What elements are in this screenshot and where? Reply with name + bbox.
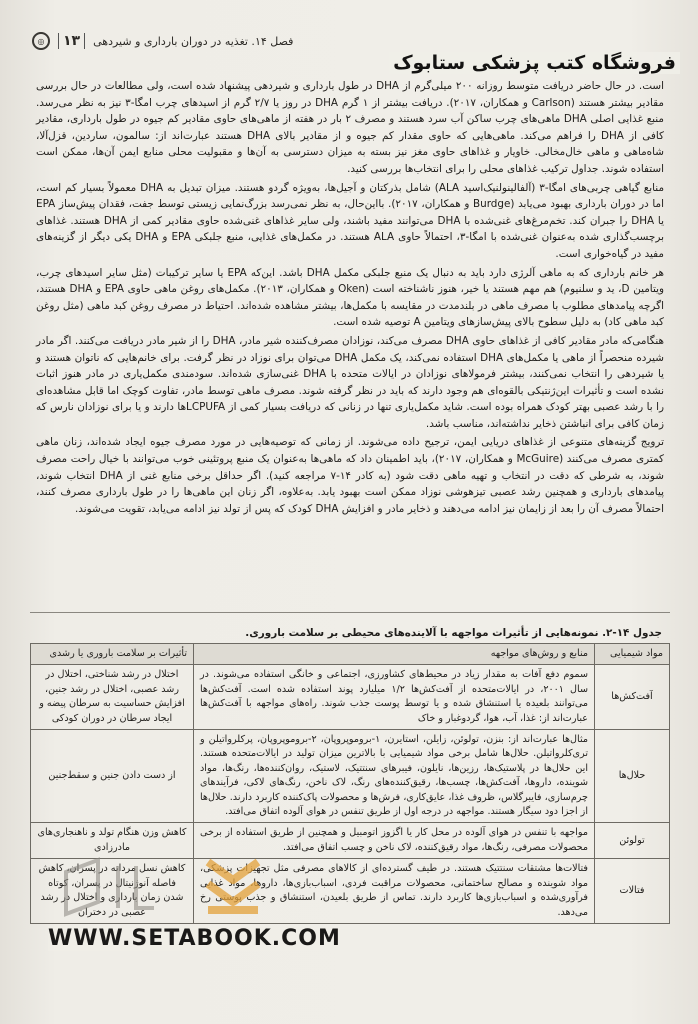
effect-cell: از دست دادن جنین و سقط‌جنین (31, 730, 194, 823)
effect-cell: اختلال در رشد شناختی، اختلال در رشد عصبی، اختلال در رشد جنین، افزایش حساسیت به سرطان پیضه و ایجاد سرطان در دوران کودکی (31, 665, 194, 730)
source-cell: مثال‌ها عبارت‌اند از: بنزن، تولوئن، زایلن، استایرن، ۱-بروموپروپان، ۲-بروموپروپان، پرکلرواتیلن و تری‌کلرواتیلن. حلال‌ها شامل برخی مواد شیمیایی با بالاترین میزان تولید در ایالات‌متحده هستند. این حلال‌ها در پلاستیک‌ها، رزین‌ها، نایلون، فیبرهای سنتتیک، لاستیک، روان‌کننده‌ها، رنگ‌ها، مواد شوینده، داروها، آفت‌کش‌ها، چسب‌ها، رقیق‌کننده‌های رنگ، لاک ناخن، رنگ‌های لاکی، فرآیندهای چرم‌سازی، فایبرگلاس، ظروف غذا، عایق‌کاری، فرش‌ها و محصولات پاک‌کننده کاربرد دارند. حلال‌ها از اجزا دود سیگار هستند. مواجهه در درجه اول از طریق تنفس در هوای آلوده اتفاق می‌افتد. (194, 730, 595, 823)
source-cell: مواجهه با تنفس در هوای آلوده در محل کار یا اگزوز اتومبیل و همچنین از طریق استفاده از برخی محصولات مصرفی، رنگ‌ها، مواد رقیق‌کننده، لاک ناخن و چسب اتفاق می‌افتد. (194, 823, 595, 859)
paragraph: هنگامی‌که مادر مقادیر کافی از غذاهای حاوی DHA مصرف می‌کند، نوزادان مصرف‌کننده شیر مادر، DHA را از شیر مادر دریافت می‌کنند. اگر مادر شیرده منحصراً از ماهی یا مکمل‌های DHA استفاده نمی‌کند، یک مکمل DHA می‌توان برای نوزاد در نظر گرفت. برای خانم‌هایی که ناتوان هستند و یا شیردهی را انتخاب نمی‌کنند، بیشتر فرمولاهای نوزادان در ایالات متحده با DHA غنی‌سازی شده‌اند. سودمندی مکمل‌یاری در مادر هنوز اثبات نشده است و تأثیرات این‌ژنتیکی بالقوه‌ای هم وجود دارند که باید در نظر گرفته شوند. مصرف ماهی توسط مادر، تفاوت کوچک اما قابل مشاهده‌ای را با رشد عصبی بهتر کودک همراه بوده است. شاید مکمل‌یاری تنها در زنانی که دریافت بسیار کمی از LCPUFAها دارند و یا برای نوزادان نارس که زمان کافی برای انباشتن ذخایر نداشته‌اند، مناسب باشد. (36, 334, 665, 430)
table-header-row (31, 644, 670, 665)
pollutants-table (30, 643, 670, 924)
page-number: ۱۳ (58, 33, 85, 49)
paragraph: هر خانم بارداری که به ماهی آلرژی دارد باید به دنبال یک منبع جلبکی مکمل DHA باشد. این‌که EPA یا سایر ترکیبات (مثل سایر اسیدهای چرب، ویتامین D، ید و سلنیوم) هم مهم هستند یا خیر، هنوز ناشناخته است (Oken و همکاران، ۲۰۱۳). مکمل‌های روغن ماهی حاوی EPA و DHA هستند، اگرچه پیامدهای مطلوب با مصرف ماهی در بلندمدت در مقایسه با مکمل‌ها، بیشتر مشاهده شده‌اند. احتیاط در مصرف روغن کبد ماهی (مثل روغن کبد ماهی کاد) به دلیل سطوح بالای پیش‌سازهای ویتامین A توصیه شده است. (36, 266, 665, 329)
chemical-cell: تولوئن (595, 823, 670, 859)
paragraph: است. در حال حاضر دریافت متوسط روزانه ۲۰۰ میلی‌گرم از DHA در طول بارداری و شیردهی پیشنهاد شده است، ولی مطالعات در حال بررسی مقادیر بیشتر هستند (Carlson و همکاران، ۲۰۱۷). دریافت بیشتر از ۱ گرم DHA در روز یا ۲/۷ گرم از اسیدهای چرب امگا-۳ نیز به نظر می‌رسد. منبع غذایی اصلی DHA ماهی‌های چرب ساکن آب سرد هستند و مصرف ۲ بار در هفته از ماهی‌های حاوی مقادیر کم جیوه در طول بارداری، مقادیر کافی از DHA را فراهم می‌کند. ماهی‌هایی که حاوی مقدار کم جیوه و از مقادیر بالای DHA هستند عبارت‌اند از: سالمون، ساردین، قزل‌آلا، شاه‌ماهی و ماهی خال‌مخالی. خاویار و غذاهای حاوی مغز نیز بسته به میزان دسترسی به آن‌ها و مقبولیت محلی منابع ایمن آن‌ها، ممکن است استفاده شوند. جداول ترکیب غذاهای محلی را برای انتخاب‌ها بررسی کنید. (36, 80, 665, 175)
chemical-cell: آفت‌کش‌ها (595, 665, 670, 730)
paragraph: ترویج گزینه‌های متنوعی از غذاهای دریایی ایمن، ترجیح داده می‌شوند. از زمانی که توصیه‌هایی در مورد مصرف جیوه ایجاد شده‌اند، زنان ماهی کمتری مصرف می‌کنند (McGuire و همکاران، ۲۰۱۷)، باید اطمینان داد که ماهی‌ها به‌عنوان یک منبع پروتئینی خوب می‌توانند با خیال راحت مصرف شوند، به شرطی که دقت در انتخاب و تهیه ماهی دقت شود (به کادر ۱۴-۷ مراجعه کنید). اگر حداقل برخی منابع غنی از DHA انتخاب شوند، پیامدهای بارداری و همچنین رشد عصبی تیزهوشی نوزاد ممکن است بهبود یابد. به‌علاوه، اگر زنان این ماهی‌ها را در طول بارداری مصرف کنند، احتمالاً مصرف آن را بعد از زایمان نیز ادامه می‌دهند و ذخایر مادر و افزایش DHA کودک که پس از تولد نیز ادامه می‌یابد، تقویت می‌شوند. (36, 436, 664, 515)
table-row (31, 859, 670, 924)
table-row (31, 730, 670, 823)
running-header (32, 28, 682, 54)
table-caption: جدول ۱۴-۲. نمونه‌هایی از تأثیرات مواجهه با آلاینده‌های محیطی بر سلامت باروری. (245, 627, 662, 639)
column-header: تأثیرات بر سلامت باروری یا رشدی (31, 644, 194, 665)
source-cell: فتالات‌ها مشتقات سنتتیک هستند. در طیف گسترده‌ای از کالاهای مصرفی مثل تجهیزات پزشکی، مواد شوینده و مصالح ساختمانی، محصولات مراقبت فردی، اسباب‌بازی‌ها، داروها، مواد غذایی فرآوری‌شده و اسباب‌بازی‌ها کاربرد دارند. تماس از طریق بلعیدن، استنشاق و جذب پوستی رخ می‌دهد. (194, 859, 595, 924)
setabook-url-watermark: WWW.SETABOOK.COM (48, 926, 341, 951)
body-text (36, 78, 664, 519)
chapter-title: فصل ۱۴. تغذیه در دوران بارداری و شیردهی (93, 34, 294, 48)
effect-cell: کاهش وزن هنگام تولد و ناهنجاری‌های مادرزادی (31, 823, 194, 859)
column-header: منابع و روش‌های مواجهه (194, 644, 595, 665)
effect-cell: کاهش نسل مردانه در پسران، کاهش فاصله آنوژنیتال در پسران، کوتاه شدن زمان بارداری و اختلال در رشد عصبی در دختران (31, 859, 194, 924)
chemical-cell: فتالات (595, 859, 670, 924)
column-header: مواد شیمیایی (595, 644, 670, 665)
paragraph: منابع گیاهی چربی‌های امگا-۳ (آلفالینولنیک‌اسید ALA) شامل بذرکتان و آجیل‌ها، به‌ویژه گردو هستند. میزان تبدیل به DHA معمولاً بسیار کم است، اما در دوران بارداری بهبود می‌یابد (Burdge و همکاران، ۲۰۱۷). بااین‌حال، به نظر نمی‌رسد بزرگ‌نمایی زیستی توسط جفت، فقدان پیش‌ساز EPA یا DHA را جبران کند. تخم‌مرغ‌های غنی‌شده با DHA می‌توانند مفید باشند، ولی سایر غذاهای غنی‌شده حاوی مقادیر کمی از DHA هستند. غذاهای برچسب‌گذاری شده به‌عنوان غنی‌شده با امگا-۳، احتمالاً حاوی ALA هستند. در مکمل‌های غذایی، منبع جلبکی EPA و DHA یکی دیگر از گزینه‌های مفید در گیاه‌خواری است. (36, 181, 665, 260)
publisher-logo-icon: ◎ (32, 32, 50, 50)
table-row (31, 823, 670, 859)
table-section (30, 612, 670, 924)
chemical-cell: حلال‌ها (595, 730, 670, 823)
source-cell: سموم دفع آفات به مقدار زیاد در محیط‌های کشاورزی، اجتماعی و خانگی استفاده می‌شوند. در سال ۲۰۰۱، در ایالات‌متحده از آفت‌کش‌ها ۱/۲ میلیارد پوند استفاده شده است. آفت‌کش‌ها می‌توانند بلعیده یا استنشاق شده و یا توسط پوست جذب شوند. راه‌های مواجهه با آفت‌کش‌ها عبارت‌اند از: غذا، آب، هوا، گردوغبار و خاک (194, 665, 595, 730)
store-watermark-banner: فروشگاه کتب پزشکی ستابوک (389, 52, 680, 74)
table-row (31, 665, 670, 730)
